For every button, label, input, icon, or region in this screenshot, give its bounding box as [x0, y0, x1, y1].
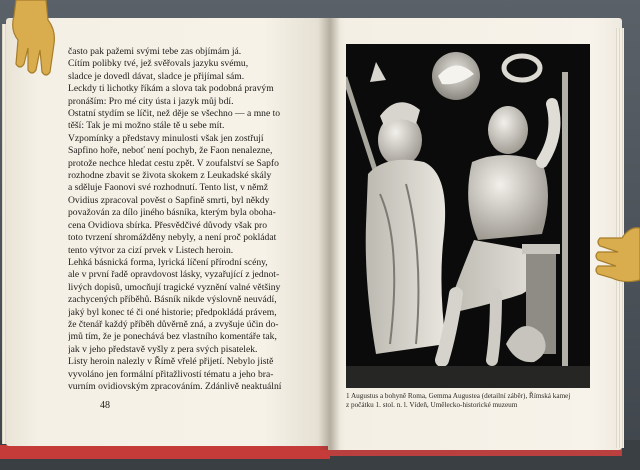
text-line: zachycených příběhů. Básník nikde výslovně neuvádí,: [68, 294, 277, 306]
gold-hand-clip-left-icon: [6, 0, 62, 78]
gold-hand-clip-right-icon: [594, 218, 640, 290]
text-line: livých dopisů, umocňují tragické vyznění valné většiny: [68, 281, 281, 293]
plate-caption: [346, 392, 594, 411]
relief-image: [346, 44, 590, 388]
text-line: tento výtvor za cizí prvek v Listech heroin.: [68, 244, 234, 256]
text-line: Listy heroin nalezly v Římě vřelé přijetí. Nebylo jistě: [68, 356, 274, 368]
text-line: těší: Tak je mi možno stále tě u sebe mít.: [68, 120, 225, 132]
text-line: jak v jeho představě vyšly z pera svých pisatelek.: [68, 343, 258, 355]
caption-line: z počátku 1. stol. n. l. Vídeň, Umělecko-historické muzeum: [346, 401, 518, 410]
text-line: jmů tím, že je ponechává bez vlastního komentáře tak,: [68, 331, 277, 343]
photo-plate-relief: [346, 44, 590, 388]
left-page-text: [68, 46, 310, 393]
text-line: považován za dílo jiného básníka, kterým byla oboha-: [68, 207, 276, 219]
text-line: vyvoláno jen formální přitažlivostí tématu a jeho bra-: [68, 368, 274, 380]
text-line: protože nechce hledat cestu zpět. V zoufalství se Sapfo: [68, 157, 279, 169]
text-line: Leckdy ti lichotky říkám a slova tak podobná pravým: [68, 83, 274, 95]
text-line: a sděluje Faonovi své rozhodnutí. Tento list, v němž: [68, 182, 269, 194]
caption-line: 1 Augustus a bohyně Roma, Gemma Augustea (detailní záběr), Římská kamej: [346, 392, 571, 400]
text-line: Cítím polibky tvé, jež svěřovals jazyku svému,: [68, 58, 249, 70]
text-line: sladce je dovedl dávat, sladce je přijímal sám.: [68, 70, 245, 82]
text-line: Sapfino hoře, neboť není pochyb, že Faon nenalezne,: [68, 145, 273, 157]
book-cover-edge: [0, 445, 330, 459]
text-line: jaký byl konec té či oné historie; předpokládá právem,: [68, 306, 277, 318]
book-gutter: [318, 18, 340, 450]
text-line: cena Ovidiova sbírka. Přesvědčivé důvody však pro: [68, 219, 268, 231]
text-line: rozhodne zbavit se života skokem z Leukadské skály: [68, 170, 272, 182]
text-line: pronáším: Pro mé city ústa i jazyk můj bdí.: [68, 95, 234, 107]
text-line: Ostatní stydím se líčit, než děje se všechno — a mne to: [68, 108, 281, 120]
text-line: často pak pažemi svými tebe zas objímám já.: [68, 46, 242, 57]
text-line: vurním ovidiovským zpracováním. Zdánlivě neaktuální: [68, 380, 282, 392]
text-line: Vzpomínky a představy minulosti však jen zostřují: [68, 132, 264, 144]
text-line: ale v první řadě opravdovost lásky, vyzařující z jednot-: [68, 269, 280, 281]
text-line: že čtenář každý příběh důvěrně zná, a zvyšuje účin do-: [68, 318, 279, 330]
text-line: Ovidius zpracoval pověst o Sapfině smrti, byl někdy: [68, 194, 270, 206]
text-line: toto tvrzení shromážděny nebyly, a není proč pokládat: [68, 232, 277, 244]
page-number: 48: [100, 400, 110, 411]
text-line: Lehká básnická forma, lyrická líčení přírodní scény,: [68, 256, 268, 268]
